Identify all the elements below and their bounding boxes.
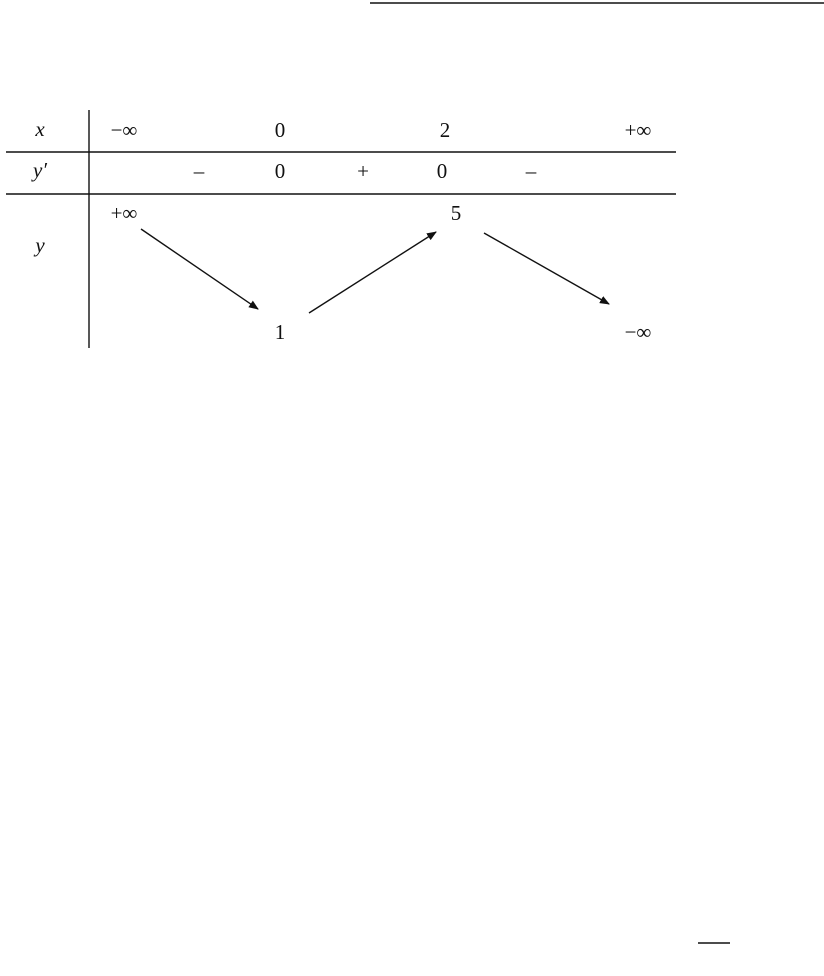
x-value-neg-inf: −∞ bbox=[110, 118, 138, 142]
row-label-y-prime: y′ bbox=[33, 158, 47, 182]
sign-plus: + bbox=[357, 159, 369, 183]
y-value-min: 1 bbox=[274, 320, 286, 344]
sign-minus-2: – bbox=[525, 159, 537, 183]
x-value-0: 0 bbox=[274, 118, 286, 142]
sign-zero-1: 0 bbox=[274, 159, 286, 183]
arrow-decreasing-2 bbox=[484, 233, 609, 304]
x-value-2: 2 bbox=[439, 118, 451, 142]
sign-minus-1: – bbox=[193, 159, 205, 183]
arrow-increasing bbox=[309, 232, 436, 313]
arrow-decreasing-1 bbox=[141, 229, 258, 309]
y-value-end: −∞ bbox=[624, 320, 652, 344]
sign-zero-2: 0 bbox=[436, 159, 448, 183]
row-label-x: x bbox=[35, 117, 45, 141]
row-label-y: y bbox=[35, 233, 45, 257]
y-value-start: +∞ bbox=[110, 201, 138, 225]
y-value-max: 5 bbox=[450, 201, 462, 225]
x-value-pos-inf: +∞ bbox=[624, 118, 652, 142]
